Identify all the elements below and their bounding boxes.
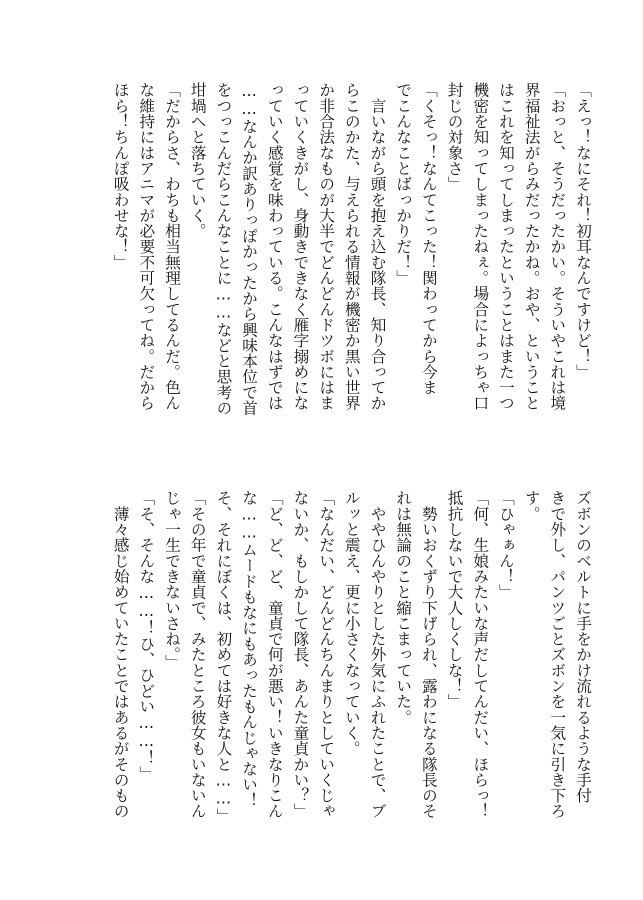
text-line: 「えっ！なにそれ！初耳なんですけど！」: [574, 82, 592, 380]
text-line: な維持にはアニマが必要不可欠ってね。だから: [137, 82, 156, 411]
text-line: 「くそっ！なんてこった！関わってから今ま: [419, 82, 438, 395]
text-line: な……ムードもなにもあったもんじゃない！: [240, 490, 259, 808]
text-line: す。: [522, 490, 541, 522]
text-line: 言いながら頭を抱え込む隊長、知り合ってか: [368, 82, 387, 411]
lower-text-block: [65, 490, 595, 830]
text-line: 坩堝へと落ちていく。: [188, 82, 207, 239]
text-line: でこんなことばっかりだ！」: [394, 82, 413, 286]
text-line: ルッと震え、更に小さくなっていく。: [342, 490, 361, 757]
text-line: れは無論のこと縮こまっていた。: [394, 490, 413, 725]
text-line: 「そ、そんな……！ひ、ひどい……！」: [137, 490, 156, 782]
upper-text-block: [65, 82, 595, 422]
text-line: 封じの対象さ」: [445, 82, 464, 192]
text-line: 「だからさ、わちも相当無理してるんだ。色ん: [163, 82, 181, 411]
text-line: 勢いおくずり下げられ、露わになる隊長のそ: [419, 490, 438, 819]
text-line: 「ひゃぁん！」: [496, 490, 515, 600]
text-line: 「なんだい、どんどんちんまりとしていくじゃ: [317, 490, 336, 819]
text-line: ……なんか訳ありっぽかったから興味本位で首: [240, 82, 259, 416]
text-line: 抵抗しないで大人しくしな！」: [445, 490, 464, 710]
text-line: らこのかた、与えられる情報が機密か黒い世界: [342, 82, 361, 411]
text-line: っていくきがし、身動きできなく雁字搦めにな: [291, 82, 310, 411]
text-line: ややひんやりとした外気にふれたことで、ブ: [368, 490, 387, 819]
text-line: ほら！ちんぽ吸わせな！」: [111, 82, 130, 270]
text-line: か非合法なものが大半でどんどんドツボにはま: [317, 82, 336, 411]
text-line: ないか、もしかして隊長、あんた童貞かい？」: [291, 490, 310, 819]
text-line: そ、それにぼくは、初めては好きな人と……」: [214, 490, 233, 824]
text-line: 薄々感じ始めていたことではあるがそのもの: [111, 490, 130, 819]
text-line: 界福祉法がらみだったかね。おや、ということ: [522, 82, 541, 411]
text-line: 「おっと、そうだったかい。そういやこれは境: [548, 82, 567, 411]
text-line: をつっこんだらこんなことに……などと思考の: [214, 82, 233, 416]
text-line: きで外し、パンツごとズボンを一気に引き下ろ: [548, 490, 567, 819]
text-line: じゃ一生できないさね。」: [163, 490, 181, 670]
text-line: っていく感覚を味わっている。こんなはずでは: [265, 82, 284, 411]
text-line: 機密を知ってしまったねぇ。場合によっちゃ口: [471, 82, 490, 411]
text-line: 「その年で童貞で、みたところ彼女もいないん: [188, 490, 207, 819]
text-line: 「何、生娘みたいな声だしてんだい、ほらっ！: [471, 490, 490, 819]
text-line: ズボンのベルトに手をかけ流れるような手付: [574, 490, 592, 803]
text-line: はこれを知ってしまったということはまた一つ: [496, 82, 515, 411]
text-line: 「ど、ど、ど、童貞で何が悪い！いきなりこん: [265, 490, 284, 819]
